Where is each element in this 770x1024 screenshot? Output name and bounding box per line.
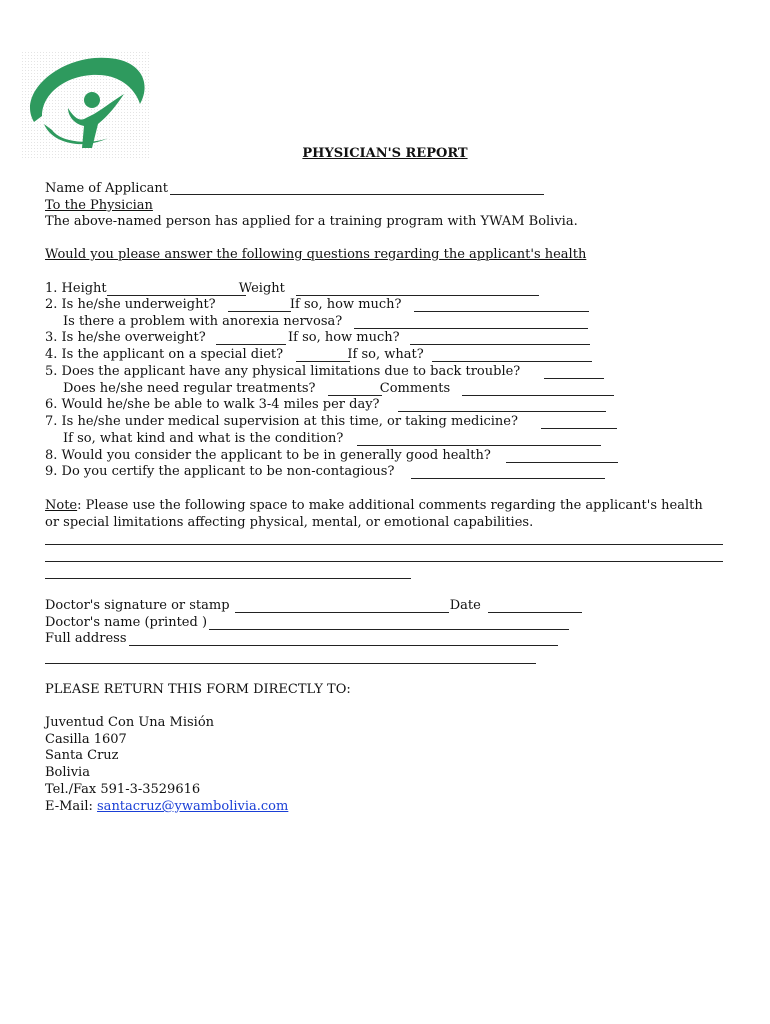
comments-line-2[interactable]: [45, 561, 723, 562]
to-physician-heading: To the Physician: [45, 198, 153, 213]
country: Bolivia: [45, 765, 90, 780]
applicant-name-field[interactable]: [170, 194, 544, 195]
ywam-logo-icon: [22, 52, 150, 158]
height-label: 1. Height: [45, 281, 107, 296]
underweight-label: 2. Is he/she underweight?: [45, 297, 220, 312]
anorexia-field[interactable]: [354, 328, 588, 329]
note-label: Note: [45, 498, 78, 513]
note-text: : Please use the following space to make additional comments regarding the applicant's health: [77, 498, 703, 513]
org-name: Juventud Con Una Misión: [45, 715, 215, 730]
note-paragraph: [45, 498, 703, 514]
applicant-name-label: Name of Applicant: [45, 181, 169, 196]
question-5b: [63, 381, 450, 397]
return-heading: PLEASE RETURN THIS FORM DIRECTLY TO:: [45, 682, 351, 697]
page-title: PHYSICIAN'S REPORT: [302, 146, 468, 161]
special-diet-label: 4. Is the applicant on a special diet?: [45, 347, 288, 362]
special-diet-what-field[interactable]: [432, 361, 592, 362]
address-label: Full address: [45, 631, 127, 646]
doctor-name-label: Doctor's name (printed ): [45, 615, 208, 630]
question-8: 8. Would you consider the applicant to be in generally good health?: [45, 448, 491, 463]
signature-field[interactable]: [235, 612, 449, 613]
email-label: E-Mail:: [45, 799, 98, 814]
underweight-amount-field[interactable]: [414, 311, 589, 312]
comments-line-3[interactable]: [45, 578, 411, 579]
address-field[interactable]: [129, 645, 558, 646]
question-7b: If so, what kind and what is the condition?: [63, 431, 344, 446]
address-line-2[interactable]: [45, 663, 536, 664]
condition-field[interactable]: [357, 445, 601, 446]
treatments-label: Does he/she need regular treatments?: [63, 381, 320, 396]
date-field[interactable]: [488, 612, 582, 613]
non-contagious-field[interactable]: [411, 478, 605, 479]
email-row: [45, 799, 288, 815]
walk-field[interactable]: [398, 411, 606, 412]
special-diet-what-label: If so, what?: [343, 347, 424, 362]
underweight-field[interactable]: [228, 311, 291, 312]
email-link[interactable]: santacruz@ywambolivia.com: [97, 799, 289, 814]
underweight-amount-label: If so, how much?: [285, 297, 402, 312]
date-label: Date: [445, 598, 481, 613]
signature-label: Doctor's signature or stamp: [45, 598, 230, 613]
height-underline: [107, 295, 246, 296]
intro-text: The above-named person has applied for a training program with YWAM Bolivia.: [45, 214, 578, 229]
doctor-name-field[interactable]: [209, 629, 569, 630]
question-6: 6. Would he/she be able to walk 3-4 miles per day?: [45, 397, 380, 412]
question-9: 9. Do you certify the applicant to be non-contagious?: [45, 464, 395, 479]
tel-fax: Tel./Fax 591-3-3529616: [45, 782, 201, 797]
applicant-row: [45, 181, 168, 197]
city: Santa Cruz: [45, 748, 119, 763]
weight-label: Weight: [234, 281, 285, 296]
comments-line-1[interactable]: [45, 544, 723, 545]
weight-field[interactable]: [296, 295, 539, 296]
po-box: Casilla 1607: [45, 732, 127, 747]
treatments-field[interactable]: [328, 395, 382, 396]
overweight-label: 3. Is he/she overweight?: [45, 330, 210, 345]
overweight-amount-label: If so, how much?: [283, 330, 400, 345]
question-2b: Is there a problem with anorexia nervosa?: [63, 314, 343, 329]
overweight-amount-field[interactable]: [410, 344, 590, 345]
question-5: 5. Does the applicant have any physical limitations due to back trouble?: [45, 364, 521, 379]
question-7: 7. Is he/she under medical supervision at this time, or taking medicine?: [45, 414, 518, 429]
comments-label: Comments: [375, 381, 451, 396]
back-trouble-field[interactable]: [544, 378, 604, 379]
overweight-field[interactable]: [216, 344, 286, 345]
question-2: [45, 297, 402, 313]
comments-field[interactable]: [462, 395, 614, 396]
instructions-text: Would you please answer the following questions regarding the applicant's health: [45, 247, 587, 262]
medical-supervision-field[interactable]: [541, 428, 617, 429]
special-diet-field[interactable]: [296, 361, 350, 362]
good-health-field[interactable]: [506, 462, 618, 463]
note-text-2: or special limitations affecting physical, mental, or emotional capabilities.: [45, 515, 534, 530]
question-4: [45, 347, 424, 363]
